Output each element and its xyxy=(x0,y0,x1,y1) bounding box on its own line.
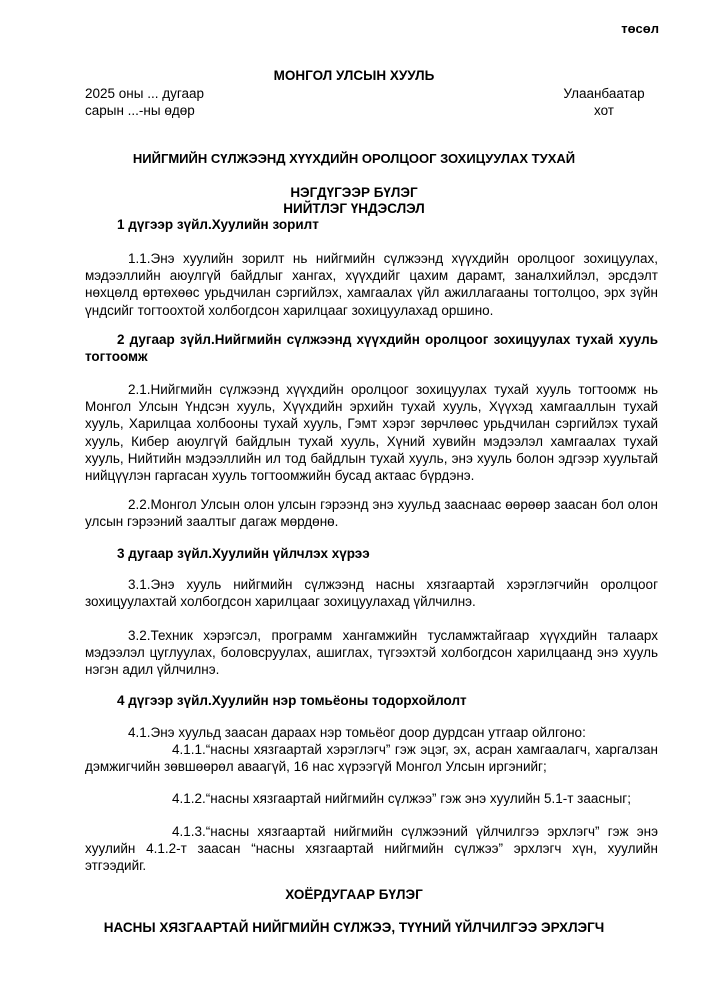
place-line-1: Улаанбаатар xyxy=(563,86,645,101)
article-3-paragraph-2: 3.2.Техник хэрэгсэл, программ хангамжийн тусламжтайгаар хүүхдийн талаарх мэдээлэл цуглуулах, боловсруулах, ашиглах, түгээхтэй холбогдсон харилцаанд энэ хууль нэгэн адил үйлчилнэ. xyxy=(85,628,658,678)
chapter-1-number: НЭГДҮГЭЭР БҮЛЭГ xyxy=(290,185,418,200)
article-2-paragraph-2: 2.2.Монгол Улсын олон улсын гэрээнд энэ хуульд зааснаас өөрөөр заасан бол олон улсын гэрээний заалтыг дагаж мөрдөнө. xyxy=(85,497,658,530)
article-3-title: 3 дугаар зүйл.Хуулийн үйлчлэх хүрээ xyxy=(117,546,370,561)
date-block xyxy=(85,85,204,119)
article-2-paragraph-1: 2.1.Нийгмийн сүлжээнд хүүхдийн оролцоог зохицуулах тухай хууль тогтоомж нь Монгол Улсын Үндсэн хууль, Хүүхдийн эрхийн тухай хууль, Хүүхэд хамгааллын тухай хууль, Харилцаа холбооны тухай хууль, Гэмт хэрэг зөрчлөөс урьдчилан сэргийлэх тухай хууль, Кибер аюулгүй байдлын тухай хууль, Хүний хувийн мэдээлэл хамгаалах тухай хууль, Нийтийн мэдээллийн ил тод байдлын тухай хууль, энэ хууль болон эдгээр хуультай нийцүүлэн гаргасан хууль тогтоомжийн бусад актаас бүрдэнэ. xyxy=(85,382,658,484)
law-title: МОНГОЛ УЛСЫН ХУУЛЬ xyxy=(273,68,435,83)
place-line-2: хот xyxy=(594,103,614,118)
date-line-1: 2025 оны ... дугаар xyxy=(85,86,204,101)
chapter-2-name: НАСНЫ ХЯЗГААРТАЙ НИЙГМИЙН СҮЛЖЭЭ, ТҮҮНИЙ ҮЙЛЧИЛГЭЭ ЭРХЛЭГЧ xyxy=(103,920,605,935)
date-line-2: сарын ...-ны өдөр xyxy=(85,103,195,118)
article-4-paragraph-4: 4.1.3.“насны хязгаартай нийгмийн сүлжээний үйлчилгээ эрхлэгч” гэж энэ хуулийн 4.1.2-т заасан “насны хязгаартай нийгмийн сүлжээ” эрхлэгч хүн, хуулийн этгээдийг. xyxy=(85,824,658,874)
article-4-paragraph-2: 4.1.1.“насны хязгаартай хэрэглэгч” гэж эцэг, эх, асран хамгаалагч, харгалзан дэмжигчийн зөвшөөрөл аваагүй, 16 нас хүрээгүй Монгол Улсын иргэнийг; xyxy=(85,742,658,775)
chapter-2-number: ХОЁРДУГААР БҮЛЭГ xyxy=(285,887,423,902)
article-4-paragraph-1: 4.1.Энэ хуульд заасан дараах нэр томьёог доор дурдсан утгаар ойлгоно: xyxy=(128,725,586,740)
article-3-paragraph-1: 3.1.Энэ хууль нийгмийн сүлжээнд насны хязгаартай хэрэглэгчийн оролцоог зохицуулахтай холбогдсон харилцааг зохицуулахад үйлчилнэ. xyxy=(85,577,658,610)
article-4-paragraph-3: 4.1.2.“насны хязгаартай нийгмийн сүлжээ” гэж энэ хуулийн 5.1-т заасныг; xyxy=(172,791,631,806)
article-1-paragraph-1: 1.1.Энэ хуулийн зорилт нь нийгмийн сүлжээнд хүүхдийн оролцоог зохицуулах, мэдээллийн аюулгүй байдлыг хангах, хүүхдийг цахим дарамт, заналхийлэл, эрсдэлт нөхцөлд өртөхөөс урьдчилан сэргийлэх, хамгаалах үйл ажиллагааны тогтолцоо, эрх зүйн үндсийг тогтоохтой холбогдсон харилцааг зохицуулахад оршино. xyxy=(85,251,658,318)
article-2-title: 2 дугаар зүйл.Нийгмийн сүлжээнд хүүхдийн оролцоог зохицуулах тухай хууль тогтоомж xyxy=(85,332,658,364)
place-block xyxy=(554,85,654,119)
article-4-title: 4 дүгээр зүйл.Хуулийн нэр томьёоны тодорхойлолт xyxy=(117,693,467,708)
article-1-title: 1 дүгээр зүйл.Хуулийн зорилт xyxy=(117,217,319,232)
document-title: НИЙГМИЙН СҮЛЖЭЭНД ХҮҮХДИЙН ОРОЛЦООГ ЗОХИЦУУЛАХ ТУХАЙ xyxy=(132,151,576,166)
chapter-1-name: НИЙТЛЭГ ҮНДЭСЛЭЛ xyxy=(283,201,425,216)
chapter-1-heading xyxy=(0,185,708,217)
draft-label: төсөл xyxy=(621,21,659,36)
